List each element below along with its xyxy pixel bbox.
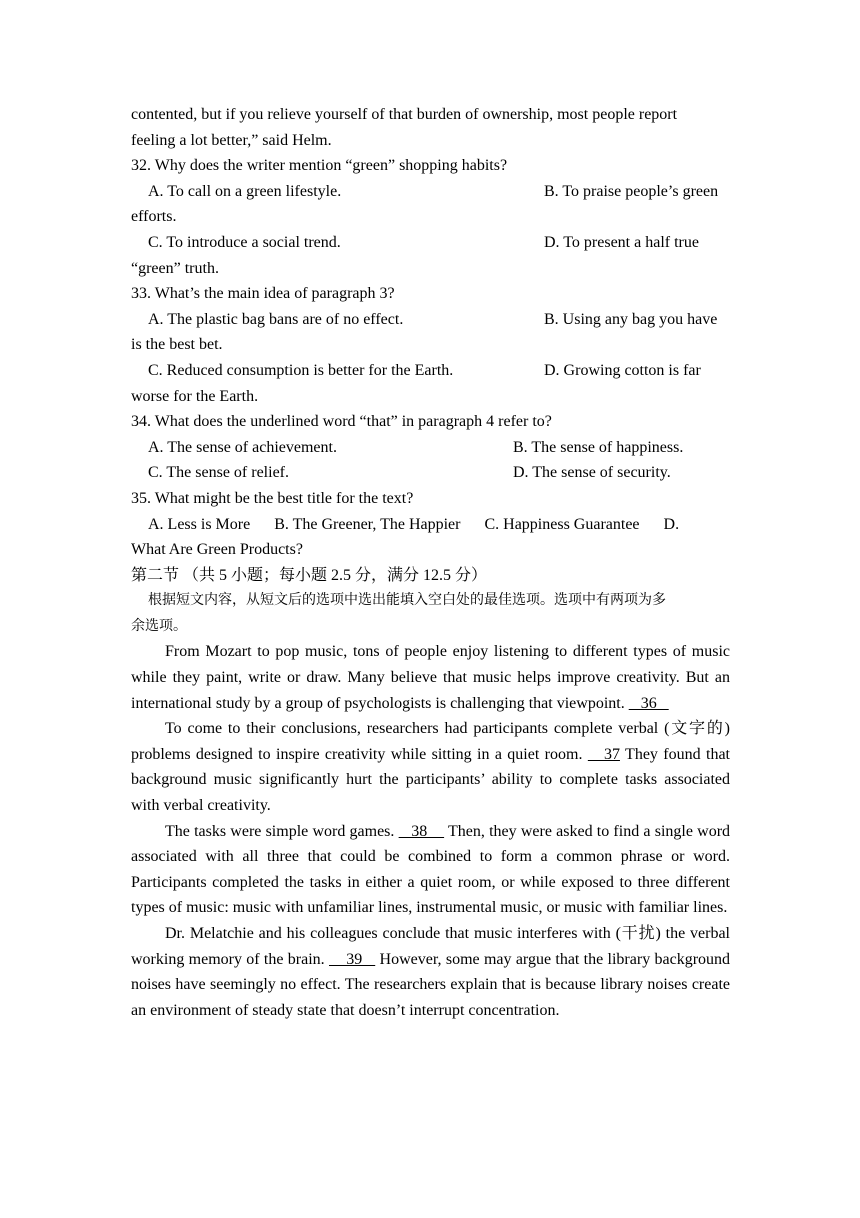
question-34-row-cd — [131, 460, 730, 486]
section-2-instructions-line-2: 余选项。 — [131, 618, 187, 634]
section-2-instructions-line-1: 根据短文内容，从短文后的选项中选出能填入空白处的最佳选项。选项中有两项为多 — [148, 593, 666, 609]
question-35-option-b: B. The Greener, The Happier — [274, 515, 461, 533]
question-35-option-c: C. Happiness Guarantee — [484, 515, 640, 533]
passage-paragraph-3-text-b: Then, they were asked to find a single word associated with all three that could be combined to form a common phrase or word. Participants completed the tasks in either a quiet room, or while exposed to three different types of music: music with unfamiliar lines, instrumental music, or music with familiar lines. — [131, 822, 731, 917]
passage-paragraph-1 — [131, 639, 730, 716]
question-32-row-cd — [131, 230, 730, 256]
question-35-option-d-cont: What Are Green Products? — [131, 541, 303, 559]
question-33-option-d: D. Growing cotton is far — [544, 361, 701, 379]
question-32-option-d: D. To present a half true — [544, 233, 699, 251]
question-33-option-b-cont: is the best bet. — [131, 336, 223, 354]
blank-39: 39 — [329, 950, 376, 968]
question-32-stem: 32. Why does the writer mention “green” shopping habits? — [131, 157, 508, 175]
blank-37: 37 — [587, 745, 620, 763]
question-35-options-row — [131, 512, 730, 538]
question-32-option-b-cont: efforts. — [131, 208, 177, 226]
question-35-option-a: A. Less is More — [148, 515, 251, 533]
blank-38: 38 — [398, 822, 445, 840]
passage-paragraph-1-text: From Mozart to pop music, tons of people enjoy listening to different types of music while they paint, write or draw. Many believe that music helps improve creativity. But an international study by a group of psychologists is challenging that viewpoint. — [131, 643, 730, 712]
question-34-row-ab — [131, 435, 730, 461]
question-34-option-c: C. The sense of relief. — [148, 464, 289, 482]
blank-36: 36 — [628, 694, 669, 712]
passage-paragraph-3 — [131, 819, 730, 921]
passage-paragraph-2-text: To come to their conclusions, researchers had participants complete verbal (文字的) problems designed to inspire creativity while sitting in a quiet room. — [131, 720, 730, 763]
passage-paragraph-4-text-b: However, some may argue that the library background noises have seemingly no effect. The researchers explain that is because library noises create an environment of steady state that doesn’t interrupt concentration. — [131, 950, 731, 1019]
question-33-row-ab — [131, 307, 730, 333]
question-34-option-d: D. The sense of security. — [513, 464, 671, 482]
question-33-option-a: A. The plastic bag bans are of no effect. — [148, 310, 404, 328]
question-32-option-a: A. To call on a green lifestyle. — [148, 182, 342, 200]
question-32-option-d-cont: “green” truth. — [131, 259, 219, 277]
passage-paragraph-3-text-a: The tasks were simple word games. — [165, 822, 395, 840]
question-32-option-c: C. To introduce a social trend. — [148, 233, 341, 251]
question-34-option-b: B. The sense of happiness. — [513, 438, 684, 456]
question-35-stem: 35. What might be the best title for the text? — [131, 489, 414, 507]
question-33-option-c: C. Reduced consumption is better for the Earth. — [148, 361, 454, 379]
question-34-stem: 34. What does the underlined word “that” in paragraph 4 refer to? — [131, 413, 552, 431]
passage-tail-line-1: contented, but if you relieve yourself of that burden of ownership, most people report — [131, 106, 678, 123]
passage-paragraph-4-text-a: Dr. Melatchie and his colleagues conclude that music interferes with (干扰) the verbal working memory of the brain. — [131, 925, 730, 968]
question-33-stem: 33. What’s the main idea of paragraph 3? — [131, 285, 395, 303]
question-33-option-d-cont: worse for the Earth. — [131, 387, 259, 405]
passage-tail-line-2: feeling a lot better,” said Helm. — [131, 131, 332, 149]
section-2-heading: 第二节 （共 5 小题；每小题 2.5 分，满分 12.5 分） — [131, 566, 488, 584]
question-35-option-d: D. — [663, 515, 680, 533]
question-32-row-ab — [131, 179, 730, 205]
passage-paragraph-2 — [131, 716, 730, 818]
question-33-row-cd — [131, 358, 730, 384]
question-32-option-b: B. To praise people’s green — [544, 182, 719, 200]
question-34-option-a: A. The sense of achievement. — [148, 438, 337, 456]
passage-paragraph-2-text-b: They found that background music significantly hurt the participants’ ability to complete tasks associated with verbal creativity. — [131, 745, 730, 815]
question-33-option-b: B. Using any bag you have — [544, 310, 718, 328]
exam-page — [131, 102, 730, 1023]
passage-paragraph-4 — [131, 921, 730, 1023]
